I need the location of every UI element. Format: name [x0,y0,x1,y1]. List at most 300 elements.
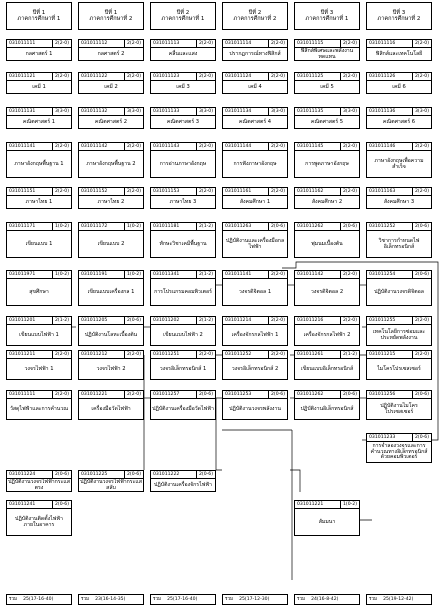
course-box [294,390,360,420]
course-name: สังคมศึกษา 1 [239,198,271,205]
course-credits: 2(0-6) [124,317,141,324]
semester-total [78,594,144,605]
course-credits: 2(2-0) [124,40,141,47]
course-box [6,39,72,61]
course-box [366,72,432,94]
course-box [294,500,360,536]
course-box [366,222,432,258]
course-name: ภาษาอังกฤษพื้นฐาน 1 [14,160,64,167]
course-name: วงจรไฟฟ้า 2 [96,365,126,372]
course-code: 031011254 [369,272,396,277]
course-credits: 2(2-0) [412,317,429,324]
course-name: คณิตศาสตร์ 3 [166,118,200,125]
course-name: กลศาสตร์ 1 [25,50,53,57]
course-box [366,187,432,209]
course-name: การพูดภาษาอังกฤษ [305,160,349,167]
course-code: 031011143 [153,144,180,149]
course-credits: 2(2-0) [268,317,285,324]
course-box [78,350,144,380]
semester-header [150,2,216,30]
course-credits: 3(3-0) [124,108,141,115]
course-box [366,142,432,178]
course-credits: 2(2-0) [52,40,69,47]
course-name: ปฏิบัติงานวงจรดิจิตอล [374,288,424,295]
semester-year: ปีที่ 1 [104,9,118,16]
course-code: 031011233 [369,435,396,440]
course-box [6,142,72,178]
course-name: ปฏิบัติงานโลหะเบื้องต้น [84,331,138,338]
course-credits: 2(2-0) [196,73,213,80]
course-credits: 2(2-0) [124,188,141,195]
semester-total [222,594,288,605]
course-name: ภาษาอังกฤษเพื่อความสำเร็จ [374,157,424,170]
course-credits: 2(1-2) [196,271,213,278]
total-value: 25(17-16-40) [23,597,54,602]
course-credits: 3(3-0) [412,108,429,115]
course-code: 031011215 [369,352,396,357]
course-box [78,470,144,492]
course-credits: 2(0-6) [268,391,285,398]
course-box [294,316,360,346]
course-credits: 2(2-0) [268,351,285,358]
course-name: เครื่องจักรกลไฟฟ้า 1 [231,331,279,338]
course-name: สัมมนา [318,518,336,525]
course-credits: 2(1-2) [52,317,69,324]
course-code: 031011221 [81,392,108,397]
semester-term: ภาคการศึกษาที่ 2 [377,16,421,22]
semester-total [366,594,432,605]
course-code: 031011263 [225,224,252,229]
course-box [78,187,144,209]
course-box [294,222,360,258]
course-code: 031011256 [369,392,396,397]
course-box [366,107,432,129]
course-code: 031011241 [9,502,36,507]
total-label: รวม [81,597,90,602]
course-code: 031011116 [369,41,396,46]
course-name: เครื่องจักรกลไฟฟ้า 2 [303,331,351,338]
course-name: คณิตศาสตร์ 4 [238,118,272,125]
course-name: เขียนแบบ 1 [25,240,53,247]
course-code: 031011115 [297,41,324,46]
course-credits: 2(0-6) [412,391,429,398]
course-credits: 2(2-0) [340,271,357,278]
course-box [6,107,72,129]
course-name: เขียนแบบอิเล็กทรอนิกส์ [300,365,354,372]
course-credits: 3(3-0) [268,108,285,115]
course-credits: 2(2-0) [124,391,141,398]
course-code: 031011113 [153,41,180,46]
course-code: 031011142 [81,144,108,149]
course-credits: 2(2-0) [412,143,429,150]
course-box [222,350,288,380]
course-code: 031011251 [153,352,180,357]
course-box [222,222,288,258]
course-code: 031011163 [369,189,396,194]
course-box [6,390,72,420]
semester-year: ปีที่ 2 [176,9,190,16]
course-name: การอ่านภาษาอังกฤษ [159,160,207,167]
semester-term: ภาคการศึกษาที่ 1 [305,16,349,22]
total-label: รวม [297,597,306,602]
course-credits: 2(1-2) [340,351,357,358]
course-box [366,316,432,346]
course-code: 031011172 [81,224,108,229]
course-box [78,72,144,94]
semester-term: ภาคการศึกษาที่ 2 [89,16,133,22]
course-credits: 2(1-2) [196,223,213,230]
course-code: 031011133 [153,109,180,114]
course-box [366,270,432,306]
course-code: 031011181 [153,224,180,229]
course-credits: 2(2-0) [268,188,285,195]
course-code: 031011144 [225,144,252,149]
course-code: 031011141 [9,144,36,149]
course-box [150,187,216,209]
course-code: 031011141 [225,272,252,277]
course-credits: 2(2-0) [412,40,429,47]
course-code: 031011132 [81,109,108,114]
course-box [150,350,216,380]
course-credits: 3(3-0) [196,108,213,115]
course-code: 031011121 [9,74,36,79]
course-box [294,107,360,129]
course-box [366,39,432,61]
course-credits: 2(1-2) [196,317,213,324]
course-box [78,222,144,258]
course-credits: 2(2-0) [124,351,141,358]
course-credits: 2(2-0) [340,317,357,324]
course-code: 031011212 [81,352,108,357]
course-code: 031011261 [297,352,324,357]
course-name: ปฏิบัติงานวงจรพลังงาน [229,405,281,412]
course-credits: 2(2-0) [340,143,357,150]
total-value: 25(19-12-42) [383,597,414,602]
course-code: 031011216 [297,318,324,323]
course-box [6,222,72,258]
semester-header [294,2,360,30]
total-label: รวม [369,597,378,602]
course-code: 031011142 [297,272,324,277]
course-box [294,72,360,94]
course-box [150,470,216,492]
course-name: เขียนแบบไฟฟ้า 1 [19,331,59,338]
course-name: วงจรอิเล็กทรอนิกส์ 1 [159,365,207,372]
course-code: 031011134 [225,109,252,114]
course-credits: 2(2-0) [412,188,429,195]
course-credits: 2(0-6) [52,471,69,478]
course-code: 031011202 [153,318,180,323]
course-code: 031011145 [297,144,324,149]
semester-total [294,594,360,605]
course-box [366,433,432,463]
course-name: เคมี 1 [32,83,46,90]
course-code: 031011214 [225,318,252,323]
course-name: คณิตศาสตร์ 2 [94,118,128,125]
course-name: การฟังภาษาอังกฤษ [233,160,277,167]
course-name: วงจรดิจิตอล 2 [310,288,344,295]
course-code: 031011125 [297,74,324,79]
course-credits: 2(2-0) [52,143,69,150]
course-credits: 2(2-0) [412,73,429,80]
course-credits: 1(0-2) [124,223,141,230]
total-value: 24(16-8-42) [311,597,339,602]
course-box [222,39,288,61]
course-code: 031011252 [369,224,396,229]
course-code: 031011146 [369,144,396,149]
course-credits: 1(0-2) [52,271,69,278]
course-box [150,39,216,61]
course-name: พุ่มนมเบื้องต้น [311,240,343,247]
course-code: 031011201 [9,318,36,323]
course-name: เคมี 6 [392,83,406,90]
course-code: 031011205 [81,318,108,323]
course-credits: 2(2-0) [268,143,285,150]
semester-header [6,2,72,30]
course-name: ปฏิบัติงานอิเล็กทรอนิกส์ [300,405,354,412]
semester-header [366,2,432,30]
semester-total [150,594,216,605]
course-box [78,316,144,346]
course-box [294,187,360,209]
course-code: 031011114 [225,41,252,46]
course-box [294,142,360,178]
course-credits: 2(0-6) [412,434,429,441]
course-name: ฟิสิกส์พิเศษและพลังงานทดแทน [300,47,354,60]
course-credits: 2(2-0) [412,351,429,358]
course-code: 031011135 [297,109,324,114]
course-name: ปรากฏการณ์ทางฟิสิกส์ [229,50,281,57]
course-code: 031011112 [81,41,108,46]
course-box [6,270,72,306]
course-name: เคมี 2 [104,83,118,90]
course-credits: 2(2-0) [268,73,285,80]
course-credits: 2(2-0) [52,73,69,80]
course-credits: 2(2-0) [196,351,213,358]
course-credits: 2(2-0) [124,143,141,150]
course-box [150,390,216,420]
course-credits: 2(0-6) [340,391,357,398]
semester-year: ปีที่ 3 [392,9,406,16]
course-box [150,222,216,258]
course-code: 031011136 [369,109,396,114]
course-code: 031011111 [9,41,36,46]
course-code: 031011151 [9,189,36,194]
course-code: 031011971 [9,272,36,277]
course-name: สังคมศึกษา 3 [383,198,415,205]
course-name: สังคมศึกษา 2 [311,198,343,205]
course-box [150,107,216,129]
course-name: วิชาการกำหนดไฟอิเล็กทรอนิกส์ [378,237,420,250]
course-credits: 2(2-0) [196,143,213,150]
total-label: รวม [153,597,162,602]
course-credits: 2(2-0) [52,391,69,398]
semester-term: ภาคการศึกษาที่ 2 [233,16,277,22]
course-name: ภาษาไทย 3 [169,198,197,205]
course-name: เครื่องมือวัดไฟฟ้า [91,405,131,412]
course-name: ภาษาอังกฤษพื้นฐาน 2 [86,160,136,167]
total-value: 25(17-16-40) [167,597,198,602]
course-credits: 2(2-0) [196,40,213,47]
course-name: ปฏิบัติงานวงจรไฟฟ้ากระแสตรง [8,478,70,491]
course-credits: 2(2-0) [340,40,357,47]
course-code: 031011122 [81,74,108,79]
course-box [6,187,72,209]
course-name: ปฏิบัติงานและเครื่องมือกลไฟฟ้า [225,237,285,250]
course-credits: 2(0-6) [412,271,429,278]
course-name: เขียนแบบ 2 [97,240,125,247]
course-box [366,350,432,380]
course-code: 031011162 [297,189,324,194]
course-name: การจำลองวงจรและการคำนวณทางอิเล็กทรอนิกส์ด้วยคอมพิวเตอร์ [370,442,428,461]
course-code: 031011225 [81,472,108,477]
course-box [6,500,72,536]
course-credits: 2(2-0) [196,188,213,195]
course-name: ปฏิบัติงานไมโครโปรเซสเซอร์ [380,402,418,415]
course-name: เคมี 5 [320,83,334,90]
course-code: 031011191 [81,272,108,277]
course-name: เขียนแบบเครื่องกล 1 [87,288,135,295]
course-credits: 2(0-6) [268,223,285,230]
course-name: เขียนแบบไฟฟ้า 2 [163,331,203,338]
course-name: การโปรแกรมคอมพิวเตอร์ [154,288,212,295]
course-credits: 2(0-6) [124,471,141,478]
course-credits: 2(2-0) [340,188,357,195]
course-code: 031011152 [81,189,108,194]
course-name: วัสดุไฟฟ้าและการคำนวณ [9,405,69,412]
course-code: 031011262 [297,392,324,397]
course-credits: 2(2-0) [340,73,357,80]
course-name: ทักษะวิชาเคมีพื้นฐาน [159,240,207,247]
course-code: 031011252 [225,352,252,357]
course-code: 031011253 [225,392,252,397]
course-name: ฟิสิกส์และเทคโนโลยี [375,50,423,57]
course-credits: 2(0-6) [196,391,213,398]
semester-total [6,594,72,605]
course-box [222,270,288,306]
course-name: ไมโครโปรเซสเซอร์ [377,365,421,372]
course-name: เคมี 4 [248,83,262,90]
semester-term: ภาคการศึกษาที่ 1 [17,16,61,22]
course-box [366,390,432,420]
course-code: 031011123 [153,74,180,79]
semester-header [78,2,144,30]
semester-header [222,2,288,30]
semester-year: ปีที่ 1 [32,9,46,16]
course-code: 031011161 [225,189,252,194]
course-code: 031011153 [153,189,180,194]
course-code: 031011255 [369,318,396,323]
course-code: 031011221 [297,502,324,507]
course-name: ปฏิบัติงานเครื่องมือวัดไฟฟ้า [152,405,214,412]
course-credits: 2(2-0) [52,188,69,195]
course-code: 031011111 [9,392,36,397]
total-label: รวม [225,597,234,602]
course-name: ภาษาไทย 2 [97,198,125,205]
course-box [222,107,288,129]
course-credits: 1(0-2) [340,501,357,508]
course-box [6,470,72,492]
course-code: 031011124 [225,74,252,79]
semester-year: ปีที่ 2 [248,9,262,16]
total-label: รวม [9,597,18,602]
course-box [6,316,72,346]
course-box [222,142,288,178]
course-credits: 2(2-0) [268,271,285,278]
course-name: เทคโนโลยีการซ่อมและประหยัดพลังงาน [372,328,426,341]
course-credits: 2(0-6) [412,223,429,230]
course-name: คลื่นและแสง [168,50,198,57]
course-name: วงจรดิจิตอล 1 [238,288,272,295]
total-value: 23(16-14-35) [95,597,126,602]
course-credits: 2(2-0) [124,73,141,80]
course-box [222,390,288,420]
course-credits: 1(0-2) [52,223,69,230]
course-box [222,187,288,209]
course-box [150,72,216,94]
course-credits: 2(0-6) [340,223,357,230]
course-box [222,72,288,94]
course-credits: 1(0-2) [124,271,141,278]
course-name: สุขศึกษา [29,288,49,295]
course-code: 031011211 [9,352,36,357]
course-box [78,107,144,129]
course-credits: 3(3-0) [52,108,69,115]
course-box [6,350,72,380]
course-credits: 2(2-0) [268,40,285,47]
course-name: คณิตศาสตร์ 6 [382,118,416,125]
course-code: 031011131 [9,109,36,114]
course-credits: 2(2-0) [52,351,69,358]
course-name: กลศาสตร์ 2 [97,50,125,57]
course-box [6,72,72,94]
course-name: ภาษาไทย 1 [25,198,53,205]
course-name: ปฏิบัติงานเครื่องจักรไฟฟ้า [154,481,212,488]
course-box [150,270,216,306]
course-code: 031011262 [297,224,324,229]
course-name: คณิตศาสตร์ 5 [310,118,344,125]
course-box [294,270,360,306]
course-credits: 3(3-0) [340,108,357,115]
total-value: 25(17-12-30) [239,597,270,602]
course-box [78,390,144,420]
course-box [78,270,144,306]
course-box [150,142,216,178]
course-box [78,39,144,61]
course-code: 031011341 [153,272,180,277]
course-name: ปฏิบัติงานติดตั้งไฟฟ้าภายในอาคาร [15,515,63,528]
course-name: คณิตศาสตร์ 1 [22,118,56,125]
course-name: วงจรอิเล็กทรอนิกส์ 2 [231,365,279,372]
course-code: 031011171 [9,224,36,229]
course-credits: 2(0-6) [52,501,69,508]
course-code: 031011222 [153,472,180,477]
semester-term: ภาคการศึกษาที่ 1 [161,16,205,22]
course-box [294,350,360,380]
course-code: 031011257 [153,392,180,397]
course-name: วงจรไฟฟ้า 1 [24,365,54,372]
course-code: 031011126 [369,74,396,79]
course-box [150,316,216,346]
semester-year: ปีที่ 3 [320,9,334,16]
course-credits: 2(0-6) [196,471,213,478]
course-box [294,39,360,61]
course-name: ปฏิบัติงานวงจรไฟฟ้ากระแสสลับ [80,478,142,491]
course-code: 031011224 [9,472,36,477]
course-name: เคมี 3 [176,83,190,90]
course-box [78,142,144,178]
course-box [222,316,288,346]
